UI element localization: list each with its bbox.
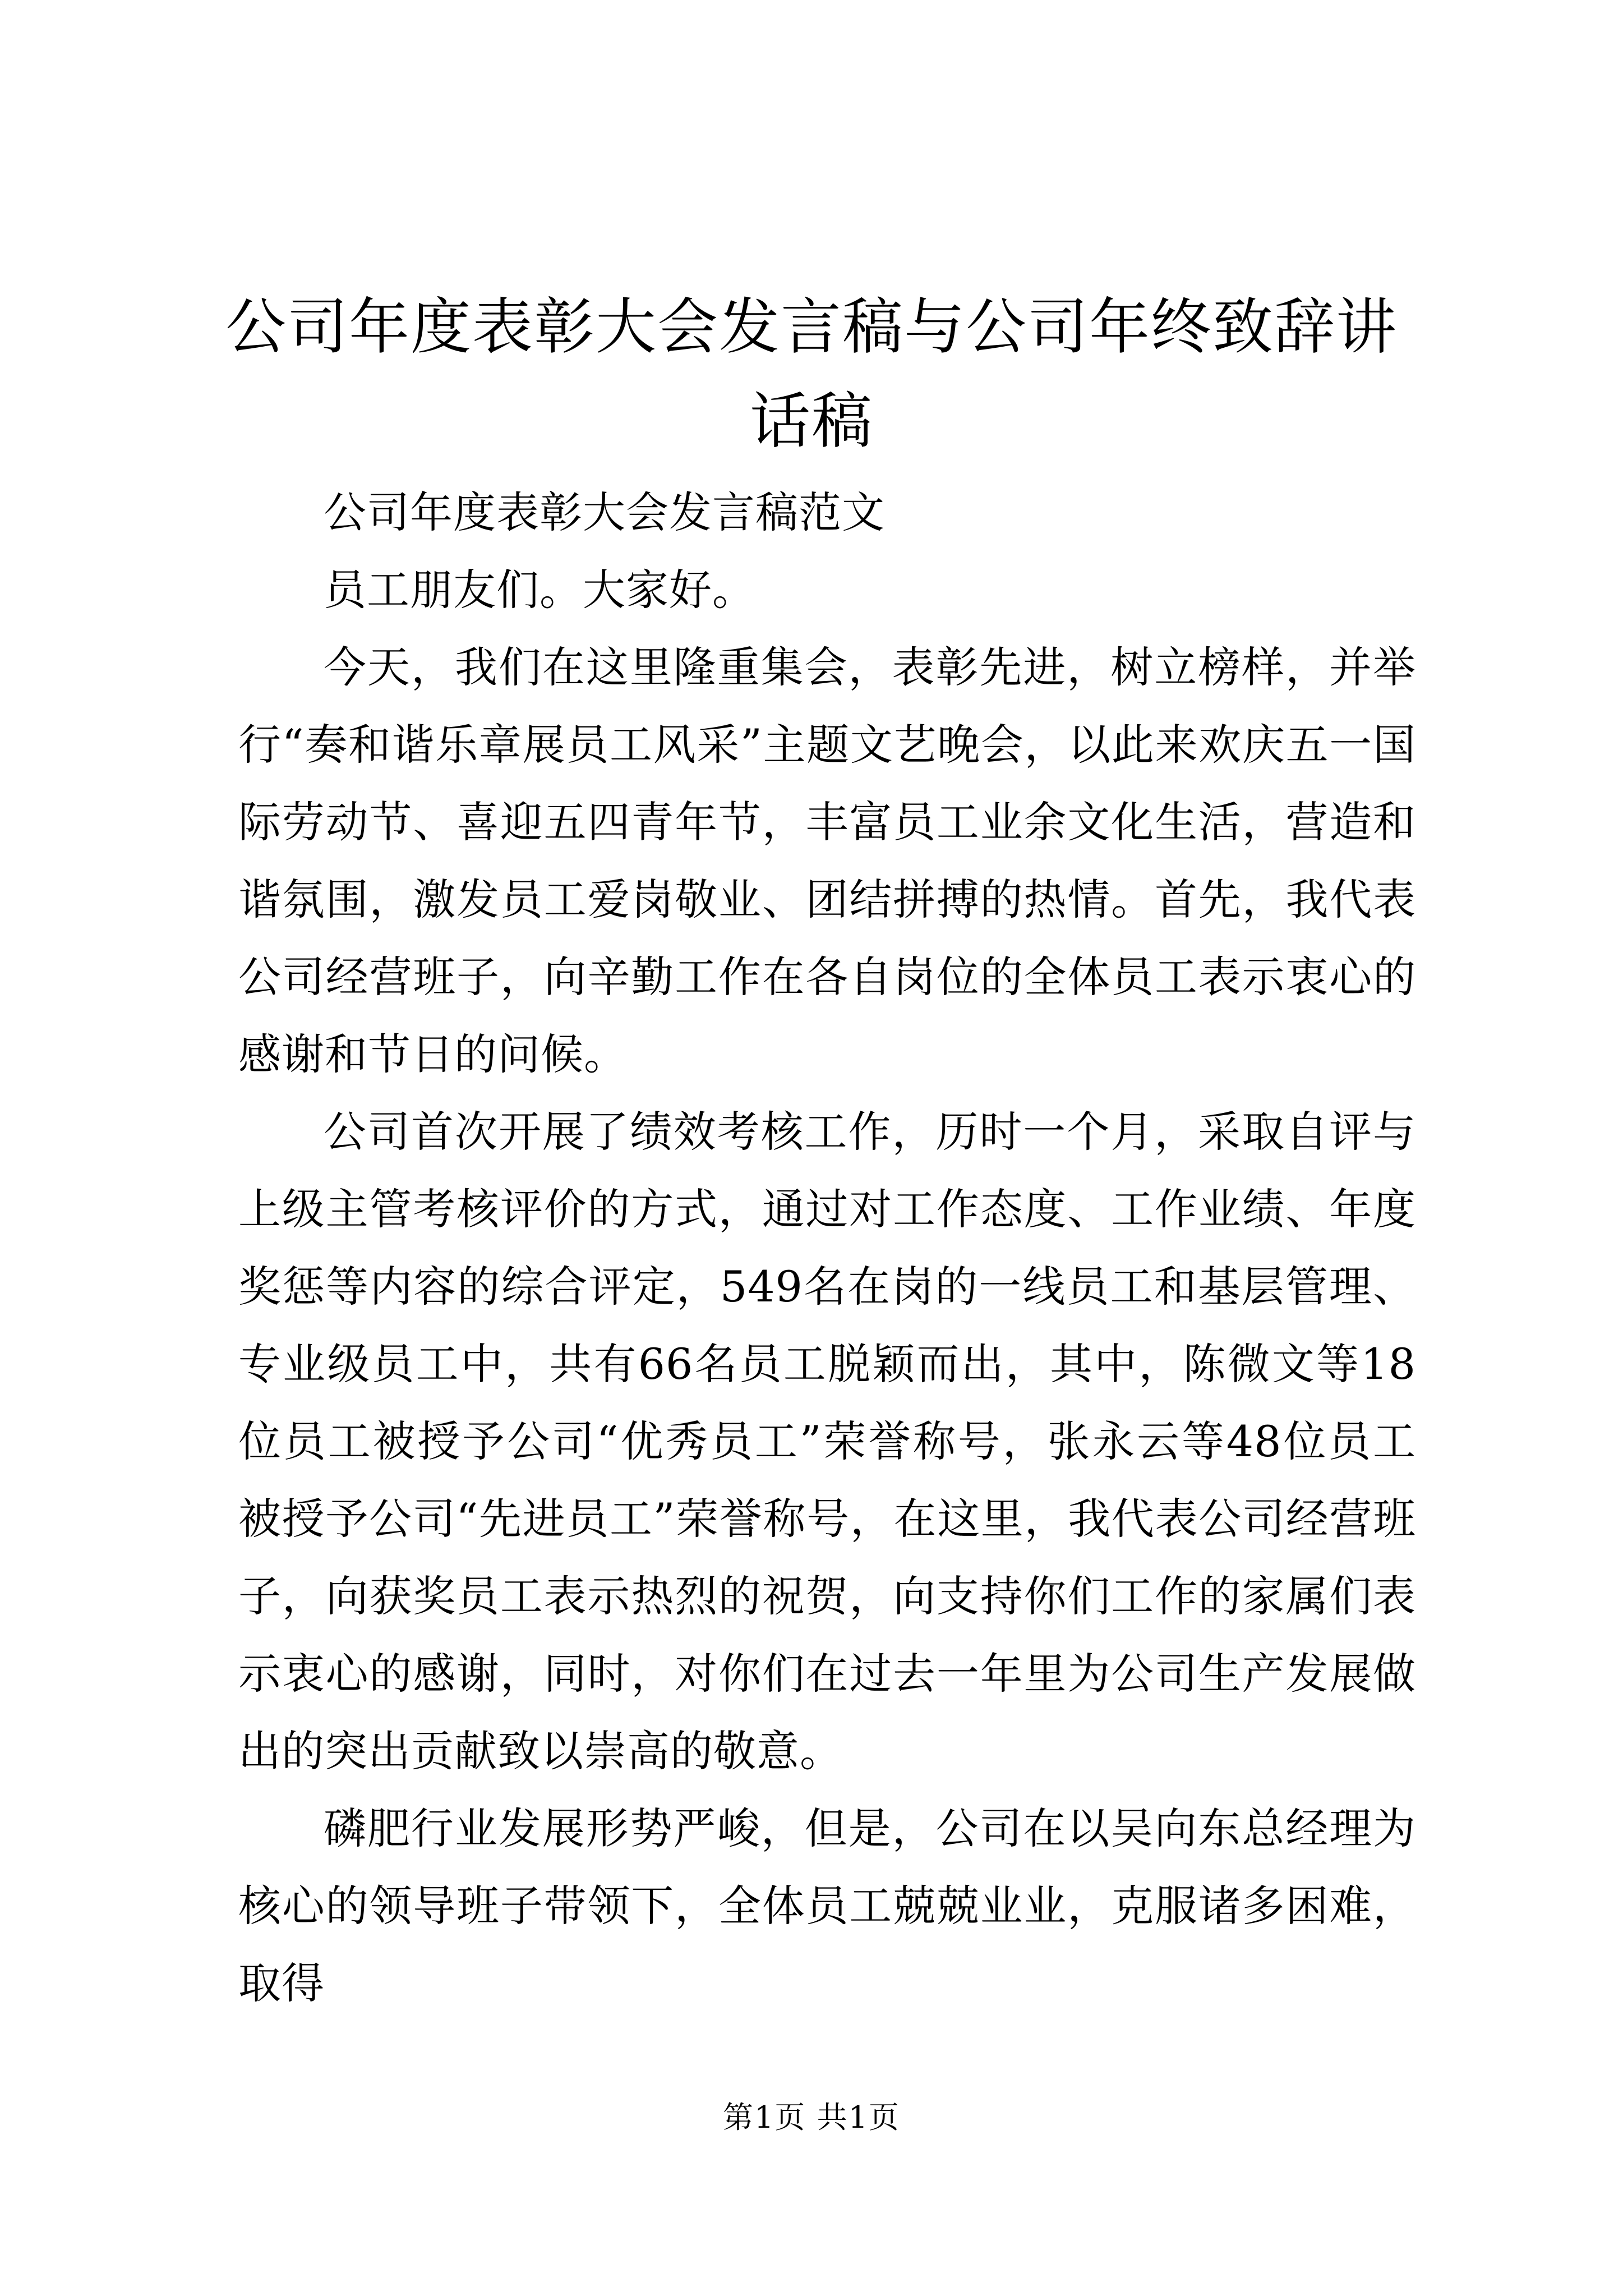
paragraph-greeting: 员工朋友们。大家好。 [324,565,755,615]
paragraph-opening: 今天，我们在这里隆重集会，表彰先进，树立榜样，并举行“奏和谐乐章展员工风采”主题文艺晚会，以此来欢庆五一国际劳动节、喜迎五四青年节，丰富员工业余文化生活，营造和谐氛围，激发员工爱岗敬业、团结拼搏的热情。首先，我代表公司经营班子，向辛勤工作在各自岗位的全体员工表示衷心的感谢和节日的问候。 [238,642,1416,1079]
document-body [238,474,1416,2022]
paragraph-subtitle: 公司年度表彰大会发言稿范文 [324,487,885,537]
document-title: 公司年度表彰大会发言稿与公司年终致辞讲话稿 [225,292,1398,457]
paragraph-evaluation: 公司首次开展了绩效考核工作，历时一个月，采取自评与上级主管考核评价的方式，通过对工作态度、工作业绩、年度奖惩等内容的综合评定，549名在岗的一线员工和基层管理、专业级员工中，共有66名员工脱颖而出，其中，陈微文等18位员工被授予公司“优秀员工”荣誉称号，张永云等48位员工被授予公司“先进员工”荣誉称号，在这里，我代表公司经营班子，向获奖员工表示热烈的祝贺，向支持你们工作的家属们表示衷心的感谢，同时，对你们在过去一年里为公司生产发展做出的突出贡献致以崇高的敬意。 [238,1107,1416,1776]
page-footer: 第1页 共1页 [723,2100,900,2135]
paragraph-industry: 磷肥行业发展形势严峻，但是，公司在以吴向东总经理为核心的领导班子带领下，全体员工兢兢业业，克服诸多困难，取得 [238,1803,1416,2008]
